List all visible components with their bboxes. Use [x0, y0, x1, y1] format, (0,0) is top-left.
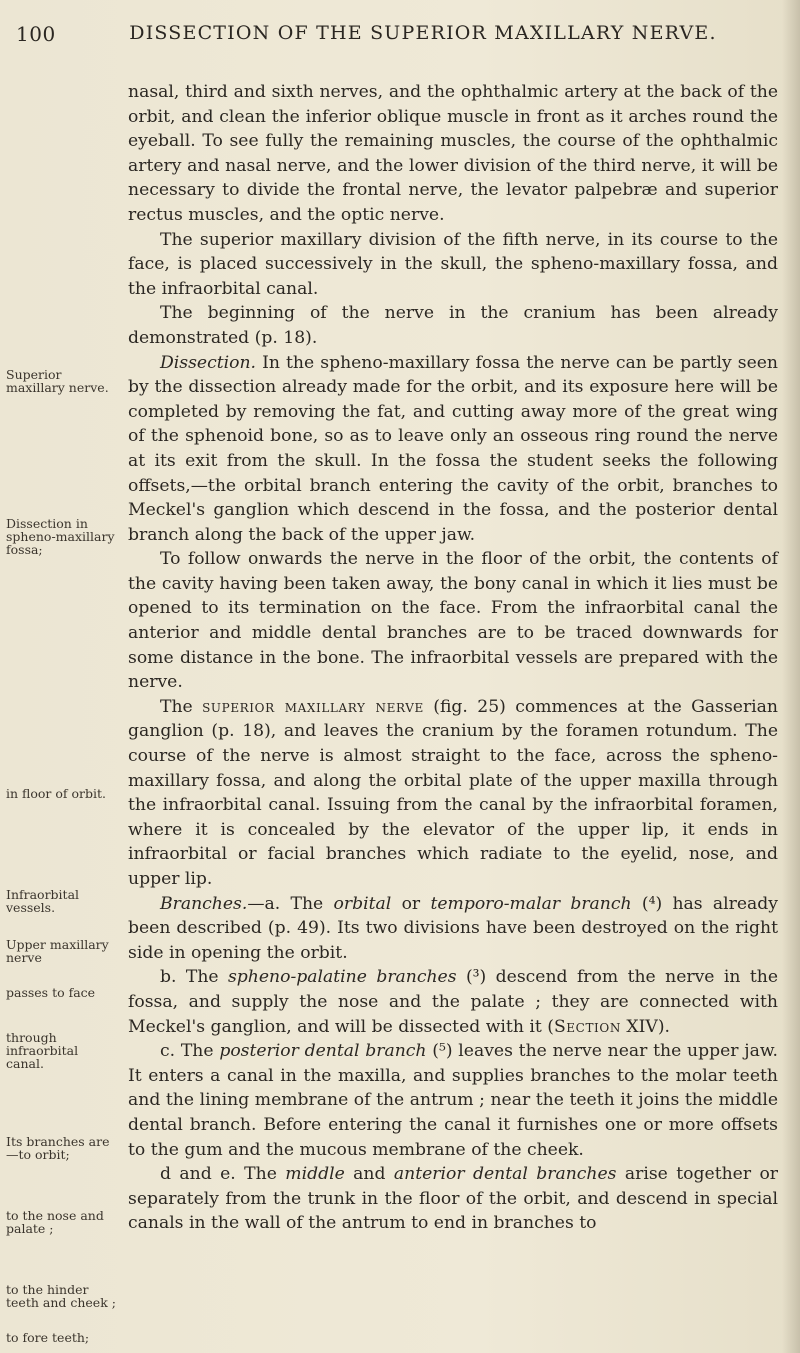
paragraph: nasal, third and sixth nerves, and the ophthalmic artery at the back of the orbit, and clean the inferior oblique muscle in front as it arches round the eyeball. To see fully the remaining muscles, the course of the ophthalmic artery and nasal nerve, and the lower division of the third nerve, it will be necessary to divide the frontal nerve, the levator palpebræ and superior rectus muscles, and the optic nerve.	[128, 82, 778, 225]
dissection-label: Dissection.	[160, 352, 256, 373]
page-header	[0, 22, 800, 52]
running-title: DISSECTION OF THE SUPERIOR MAXILLARY NERVE.	[129, 22, 717, 44]
paragraph-branches-b: b. The spheno-palatine branches (³) descend from the nerve in the fossa, and supply the nose and the palate ; they are connected with Meckel's ganglion, and will be dissected with it (Section XIV).	[128, 967, 778, 1037]
margin-note-dissection-fossa: Dissection in spheno-maxillary fossa;	[6, 516, 115, 557]
paragraph-branches-c: c. The posterior dental branch (⁵) leaves the nerve near the upper jaw. It enters a canal in the maxilla, and supplies branches to the molar teeth and the lining membrane of the antrum ; near the teeth it joins the middle dental branch. Before entering the canal it furnishes one or more offsets to the gum and the mucous membrane of the cheek.	[128, 1041, 778, 1160]
margin-note-nose-palate: to the nose and palate ;	[6, 1208, 104, 1236]
margin-note-fore-teeth: to fore teeth;	[6, 1330, 90, 1345]
paragraph-nerve-course: The superior maxillary nerve (fig. 25) commences at the Gasserian ganglion (p. 18), and leaves the cranium by the foramen rotundum. The course of the nerve is almost straight to the face, across the spheno-maxillary fossa, and along the orbital plate of the upper maxilla through the infraorbital canal. Issuing from the canal by the infraorbital foramen, where it is concealed by the elevator of the upper lip, it ends in infraorbital or facial branches which radiate to the eyelid, nose, and upper lip.	[128, 696, 778, 889]
margin-note-superior-maxillary-nerve: Superior maxillary nerve.	[6, 367, 109, 395]
margin-note-infraorbital-vessels: Infraorbital vessels.	[6, 887, 80, 915]
margin-note-branches-orbit: Its branches are—to orbit;	[6, 1134, 110, 1162]
paragraph-branches-d-e: d and e. The middle and anterior dental branches arise together or separately from the trunk in the floor of the orbit, and descend in special canals in the wall of the antrum to end in branches to	[128, 1164, 779, 1234]
paragraph: The superior maxillary division of the fifth nerve, in its course to the face, is placed successively in the skull, the spheno-maxillary fossa, and the infraorbital canal.	[128, 229, 778, 299]
margin-note-passes-to-face: passes to face	[6, 985, 96, 1000]
paragraph: To follow onwards the nerve in the floor of the orbit, the contents of the cavity having been taken away, the bony canal in which it lies must be opened to its termination on the face. From the infraorbital canal the anterior and middle dental branches are to be traced downwards for some distance in the bone. The infraorbital vessels are prepared with the nerve.	[128, 549, 778, 693]
margin-note-through-canal: through infraorbital canal.	[6, 1030, 79, 1071]
paragraph: The beginning of the nerve in the cranium has been already demonstrated (p. 18).	[128, 303, 778, 348]
margin-note-hinder-teeth: to the hinder teeth and cheek ;	[6, 1282, 116, 1310]
page-number: 100	[16, 22, 56, 46]
margin-note-upper-maxillary-nerve: Upper maxillary nerve	[6, 937, 109, 965]
body-text	[128, 80, 778, 1236]
branches-label: Branches.	[160, 893, 248, 914]
term-superior-maxillary-nerve: superior maxillary nerve	[202, 696, 424, 717]
paragraph-branches-a: Branches.—a. The orbital or temporo-malar branch (⁴) has already been described (p. 49). Its two divisions have been destroyed on the right side in opening the orbit.	[128, 893, 779, 963]
margin-note-floor-of-orbit: in floor of orbit.	[6, 786, 106, 801]
paragraph-dissection: Dissection. In the spheno-maxillary fossa the nerve can be partly seen by the dissection already made for the orbit, and its exposure here will be completed by removing the fat, and cutting away more of the great wing of the sphenoid bone, so as to leave only an osseous ring round the nerve at its exit from the skull. In the fossa the student seeks the following offsets,—the orbital branch entering the cavity of the orbit, branches to Meckel's ganglion which descend in the fossa, and the posterior dental branch along the back of the upper jaw.	[128, 352, 778, 545]
